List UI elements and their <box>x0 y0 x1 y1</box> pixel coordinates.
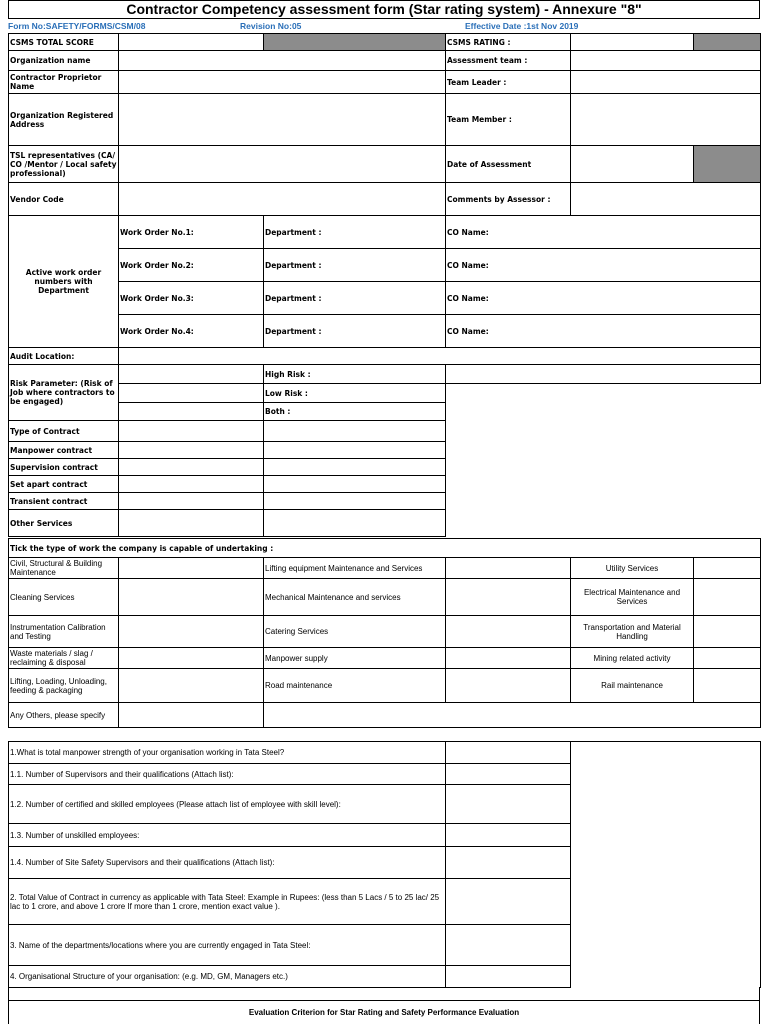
contractor-proprietor-label: Contractor Proprietor Name <box>9 71 119 94</box>
risk-contract-right-area <box>446 384 761 537</box>
csms-rating-label: CSMS RATING : <box>446 34 571 51</box>
work-type-r1-c3-checkbox[interactable] <box>694 558 761 579</box>
answer-3[interactable] <box>446 925 571 966</box>
answer-1-4[interactable] <box>446 847 571 879</box>
work-type-r4-c3-checkbox[interactable] <box>694 648 761 669</box>
answer-4[interactable] <box>446 966 571 988</box>
work-type-r2-c2-label: Mechanical Maintenance and services <box>264 579 446 616</box>
set-apart-contract-label: Set apart contract <box>9 476 119 493</box>
contract-type-field-b[interactable] <box>264 421 446 442</box>
transient-contract-field-b[interactable] <box>264 493 446 510</box>
vendor-code-field[interactable] <box>119 183 446 216</box>
set-apart-contract-field-b[interactable] <box>264 476 446 493</box>
effective-date: Effective Date :1st Nov 2019 <box>465 21 579 31</box>
csms-total-score-field[interactable] <box>119 34 264 51</box>
answer-1[interactable] <box>446 742 571 764</box>
work-type-r1-c1-label: Civil, Structural & Building Maintenance <box>9 558 119 579</box>
form-title: Contractor Competency assessment form (Star rating system) - Annexure "8" <box>8 0 760 19</box>
org-address-field[interactable] <box>119 94 446 146</box>
work-type-r2-c3-checkbox[interactable] <box>694 579 761 616</box>
assessment-team-label: Assessment team : <box>446 51 571 71</box>
set-apart-contract-field-a[interactable] <box>119 476 264 493</box>
work-type-r3-c3-label: Transportation and Material Handling <box>571 616 694 648</box>
co-name-4-label: CO Name: <box>446 315 761 348</box>
question-3: 3. Name of the departments/locations where you are currently engaged in Tata Steel: <box>9 925 446 966</box>
comments-label: Comments by Assessor : <box>446 183 571 216</box>
csms-rating-field[interactable] <box>571 34 694 51</box>
date-of-assessment-label: Date of Assessment <box>446 146 571 183</box>
work-type-r2-c3-label: Electrical Maintenance and Services <box>571 579 694 616</box>
csms-total-score-shaded <box>264 34 446 51</box>
organization-name-field[interactable] <box>119 51 446 71</box>
supervision-contract-label: Supervision contract <box>9 459 119 476</box>
team-leader-label: Team Leader : <box>446 71 571 94</box>
work-type-r3-c1-label: Instrumentation Calibration and Testing <box>9 616 119 648</box>
question-2: 2. Total Value of Contract in currency as applicable with Tata Steel: Example in Rupees: (less than 5 Lacs / 5 to 25 lac/ 25 lac to 1 crore, and above 1 crore If more than 1 crore, mention exact value ). <box>9 879 446 925</box>
team-member-field[interactable] <box>571 94 761 146</box>
tsl-reps-field[interactable] <box>119 146 446 183</box>
department-1-label: Department : <box>264 216 446 249</box>
co-name-2-label: CO Name: <box>446 249 761 282</box>
work-type-r4-c1-label: Waste materials / slag / reclaiming & disposal <box>9 648 119 669</box>
co-name-3-label: CO Name: <box>446 282 761 315</box>
vendor-code-label: Vendor Code <box>9 183 119 216</box>
organization-name-label: Organization name <box>9 51 119 71</box>
work-type-r4-c2-label: Manpower supply <box>264 648 446 669</box>
work-type-r1-c1-checkbox[interactable] <box>119 558 264 579</box>
work-type-heading: Tick the type of work the company is capable of undertaking : <box>9 539 761 558</box>
evaluation-criterion-heading: Evaluation Criterion for Star Rating and Safety Performance Evaluation <box>248 1008 520 1017</box>
csms-rating-shaded <box>694 34 761 51</box>
form-meta <box>8 19 760 33</box>
work-type-r1-c2-label: Lifting equipment Maintenance and Services <box>264 558 446 579</box>
form-number: Form No:SAFETY/FORMS/CSM/08 <box>8 21 146 31</box>
work-order-4-label: Work Order No.4: <box>119 315 264 348</box>
work-type-r1-c3-label: Utility Services <box>571 558 694 579</box>
work-type-r2-c2-checkbox[interactable] <box>446 579 571 616</box>
question-1-4: 1.4. Number of Site Safety Supervisors and their qualifications (Attach list): <box>9 847 446 879</box>
high-risk-field[interactable] <box>119 365 264 384</box>
other-services-field-b[interactable] <box>264 510 446 537</box>
question-1-3: 1.3. Number of unskilled employees: <box>9 824 446 847</box>
audit-location-field[interactable] <box>119 348 761 365</box>
work-type-r1-c2-checkbox[interactable] <box>446 558 571 579</box>
question-1-1: 1.1. Number of Supervisors and their qualifications (Attach list): <box>9 764 446 785</box>
work-type-r5-c3-label: Rail maintenance <box>571 669 694 703</box>
work-type-r5-c3-checkbox[interactable] <box>694 669 761 703</box>
supervision-contract-field-a[interactable] <box>119 459 264 476</box>
work-type-r3-c3-checkbox[interactable] <box>694 616 761 648</box>
contract-type-field-a[interactable] <box>119 421 264 442</box>
work-type-r4-c2-checkbox[interactable] <box>446 648 571 669</box>
revision-number: Revision No:05 <box>240 21 302 31</box>
date-shaded <box>694 146 761 183</box>
comments-field[interactable] <box>571 183 761 216</box>
both-risk-field[interactable] <box>119 403 264 421</box>
footer-rule <box>8 1000 760 1001</box>
manpower-contract-field-a[interactable] <box>119 442 264 459</box>
work-type-r2-c1-label: Cleaning Services <box>9 579 119 616</box>
risk-blank-right <box>446 365 761 384</box>
questions-table <box>8 741 761 988</box>
other-services-field-a[interactable] <box>119 510 264 537</box>
answer-1-2[interactable] <box>446 785 571 824</box>
footer-left-border <box>8 987 9 1024</box>
high-risk-label: High Risk : <box>264 365 446 384</box>
answer-1-3[interactable] <box>446 824 571 847</box>
question-1: 1.What is total manpower strength of your organisation working in Tata Steel? <box>9 742 446 764</box>
work-type-r2-c1-checkbox[interactable] <box>119 579 264 616</box>
work-type-r3-c2-label: Catering Services <box>264 616 446 648</box>
team-leader-field[interactable] <box>571 71 761 94</box>
work-type-r3-c1-checkbox[interactable] <box>119 616 264 648</box>
department-2-label: Department : <box>264 249 446 282</box>
transient-contract-field-a[interactable] <box>119 493 264 510</box>
any-others-label: Any Others, please specify <box>9 703 119 728</box>
answer-1-1[interactable] <box>446 764 571 785</box>
risk-contract-table <box>8 364 761 537</box>
work-order-section-label: Active work order numbers with Department <box>9 216 119 348</box>
contract-type-heading: Type of Contract <box>9 421 119 442</box>
contractor-proprietor-field[interactable] <box>119 71 446 94</box>
work-type-r5-c2-label: Road maintenance <box>264 669 446 703</box>
other-services-label: Other Services <box>9 510 119 537</box>
question-1-2: 1.2. Number of certified and skilled employees (Please attach list of employee with skill level): <box>9 785 446 824</box>
date-of-assessment-field[interactable] <box>571 146 694 183</box>
both-risk-label: Both : <box>264 403 446 421</box>
transient-contract-label: Transient contract <box>9 493 119 510</box>
work-type-r5-c1-checkbox[interactable] <box>119 669 264 703</box>
work-order-3-label: Work Order No.3: <box>119 282 264 315</box>
work-type-r5-c1-label: Lifting, Loading, Unloading, feeding & packaging <box>9 669 119 703</box>
co-name-1-label: CO Name: <box>446 216 761 249</box>
work-type-r4-c3-label: Mining related activity <box>571 648 694 669</box>
work-order-2-label: Work Order No.2: <box>119 249 264 282</box>
audit-location-label: Audit Location: <box>9 348 119 365</box>
any-others-field[interactable] <box>119 703 264 728</box>
department-4-label: Department : <box>264 315 446 348</box>
tsl-reps-label: TSL representatives (CA/ CO /Mentor / Local safety professional) <box>9 146 119 183</box>
work-type-r5-c2-checkbox[interactable] <box>446 669 571 703</box>
questions-right-area <box>571 742 761 988</box>
assessment-team-field[interactable] <box>571 51 761 71</box>
low-risk-field[interactable] <box>119 384 264 403</box>
work-type-table <box>8 538 761 728</box>
csms-total-score-label: CSMS TOTAL SCORE <box>9 34 119 51</box>
question-4: 4. Organisational Structure of your organisation: (e.g. MD, GM, Managers etc.) <box>9 966 446 988</box>
org-address-label: Organization Registered Address <box>9 94 119 146</box>
any-others-wide-field[interactable] <box>264 703 761 728</box>
risk-parameter-label: Risk Parameter: (Risk of Job where contractors to be engaged) <box>9 365 119 421</box>
work-order-1-label: Work Order No.1: <box>119 216 264 249</box>
team-member-label: Team Member : <box>446 94 571 146</box>
manpower-contract-field-b[interactable] <box>264 442 446 459</box>
answer-2[interactable] <box>446 879 571 925</box>
low-risk-label: Low Risk : <box>264 384 446 403</box>
supervision-contract-field-b[interactable] <box>264 459 446 476</box>
manpower-contract-label: Manpower contract <box>9 442 119 459</box>
general-info-table <box>8 33 761 365</box>
footer-right-border <box>759 987 760 1024</box>
department-3-label: Department : <box>264 282 446 315</box>
work-type-r4-c1-checkbox[interactable] <box>119 648 264 669</box>
work-type-r3-c2-checkbox[interactable] <box>446 616 571 648</box>
